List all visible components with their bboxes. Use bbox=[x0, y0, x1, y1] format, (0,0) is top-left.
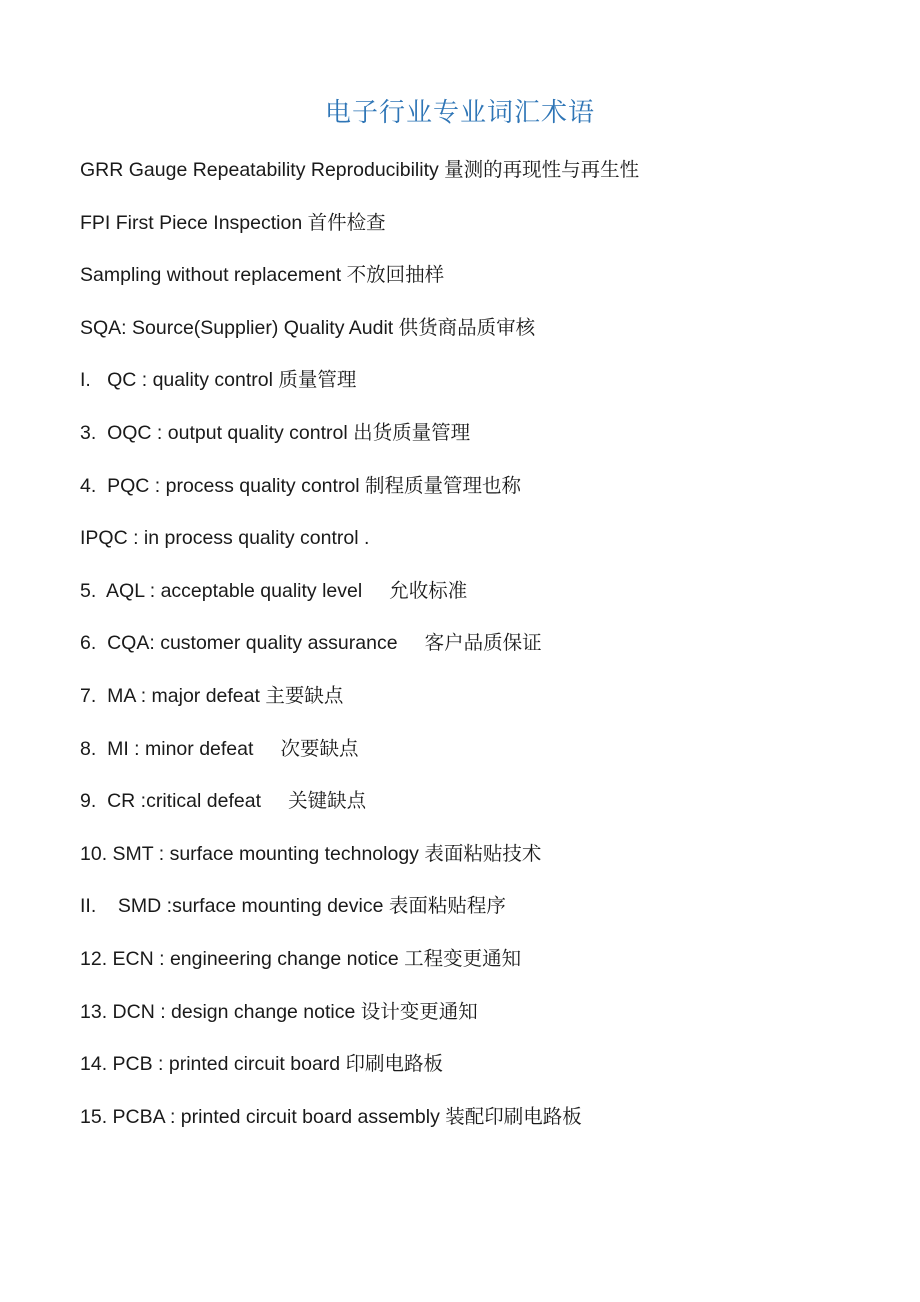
term-line: 15. PCBA : printed circuit board assembly 装配印刷电路板 bbox=[80, 1105, 582, 1128]
term-line: 7. MA : major defeat 主要缺点 bbox=[80, 684, 344, 707]
term-line: IPQC : in process quality control . bbox=[80, 527, 370, 550]
term-line: SQA: Source(Supplier) Quality Audit 供货商品质审核 bbox=[80, 316, 536, 339]
term-line: 14. PCB : printed circuit board 印刷电路板 bbox=[80, 1053, 444, 1076]
term-line: II. SMD :surface mounting device 表面粘贴程序 bbox=[80, 895, 506, 918]
term-line: 13. DCN : design change notice 设计变更通知 bbox=[80, 1000, 478, 1023]
term-line: GRR Gauge Repeatability Reproducibility 量测的再现性与再生性 bbox=[80, 159, 640, 181]
term-line: Sampling without replacement 不放回抽样 bbox=[80, 264, 445, 287]
term-line: 12. ECN : engineering change notice 工程变更通知 bbox=[80, 947, 522, 970]
term-line: 6. CQA: customer quality assurance 客户品质保证 bbox=[80, 632, 542, 655]
term-line: FPI First Piece Inspection 首件检查 bbox=[80, 211, 386, 234]
term-line: I. QC : quality control 质量管理 bbox=[80, 369, 357, 392]
term-line: 5. AQL : acceptable quality level 允收标准 bbox=[80, 579, 468, 602]
term-line: 8. MI : minor defeat 次要缺点 bbox=[80, 737, 359, 760]
term-line: 4. PQC : process quality control 制程质量管理也称 bbox=[80, 474, 522, 497]
term-line: 10. SMT : surface mounting technology 表面粘贴技术 bbox=[80, 842, 542, 865]
term-line: 3. OQC : output quality control 出货质量管理 bbox=[80, 421, 471, 444]
term-line: 9. CR :critical defeat 关键缺点 bbox=[80, 790, 367, 813]
document-title: 电子行业专业词汇术语 bbox=[324, 97, 595, 127]
term-list bbox=[80, 152, 880, 1151]
